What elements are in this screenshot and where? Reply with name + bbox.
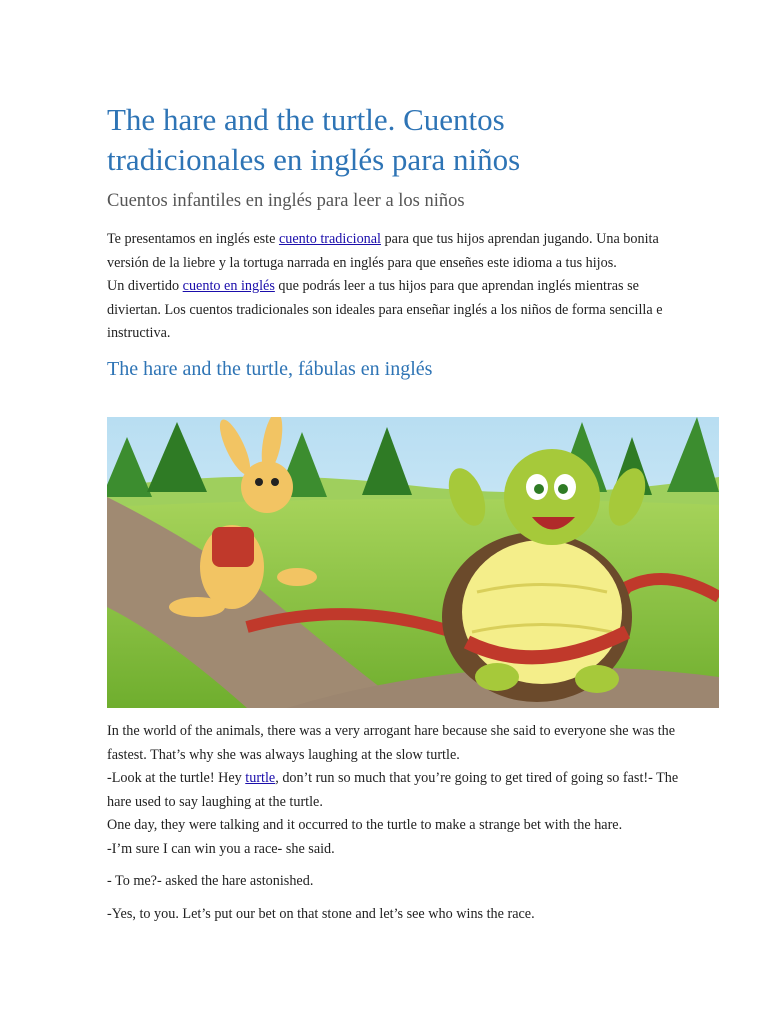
intro-p1-text-b: para que tus hijos aprendan jugando. Una bonita versión de la liebre y la tortuga narrada en inglés para que enseñes este idioma a tus hijos. [107,231,659,271]
story-text [107,720,687,926]
story-line-4: -I’m sure I can win you a race- she said. [107,840,335,857]
hare-and-turtle-illustration [107,417,719,708]
intro-paragraph-2 [107,275,667,346]
page-subtitle: Cuentos infantiles en inglés para leer a los niños [107,191,465,211]
intro-paragraph-1 [107,228,667,275]
story-line-2-text-a: -Look at the turtle! Hey [107,770,246,786]
article-header [107,100,667,382]
turtle-link[interactable]: turtle [245,770,276,786]
story-line-1: In the world of the animals, there was a very arrogant hare because she said to everyone she was the fastest. That’s why she was always laughing at the slow turtle. [107,723,676,763]
cuento-en-ingles-link[interactable]: cuento en inglés [182,278,275,294]
intro-p2-text-b: que podrás leer a tus hijos para que aprendan inglés mientras se diviertan. Los cuentos tradicionales son ideales para enseñar inglés a los niños de forma sencilla e instructiva. [107,278,663,341]
page-title: The hare and the turtle. Cuentos tradicionales en inglés para niños [107,102,521,177]
section-heading: The hare and the turtle, fábulas en inglés [107,357,433,380]
story-line-3: One day, they were talking and it occurred to the turtle to make a strange bet with the hare. [107,817,623,833]
illustration-svg [107,417,719,708]
story-line-2-text-b: , don’t run so much that you’re going to get tired of going so fast!- The hare used to say laughing at the turtle. [107,770,679,810]
intro-p1-text-a: Te presentamos en inglés este [107,231,279,247]
story-line-5: - To me?- asked the hare astonished. [107,873,314,889]
intro-p2-text-a: Un divertido [107,278,183,294]
story-line-2 [107,767,687,814]
cuento-tradicional-link[interactable]: cuento tradicional [278,231,381,247]
story-line-6: -Yes, to you. Let’s put our bet on that stone and let’s see who wins the race. [107,905,535,922]
